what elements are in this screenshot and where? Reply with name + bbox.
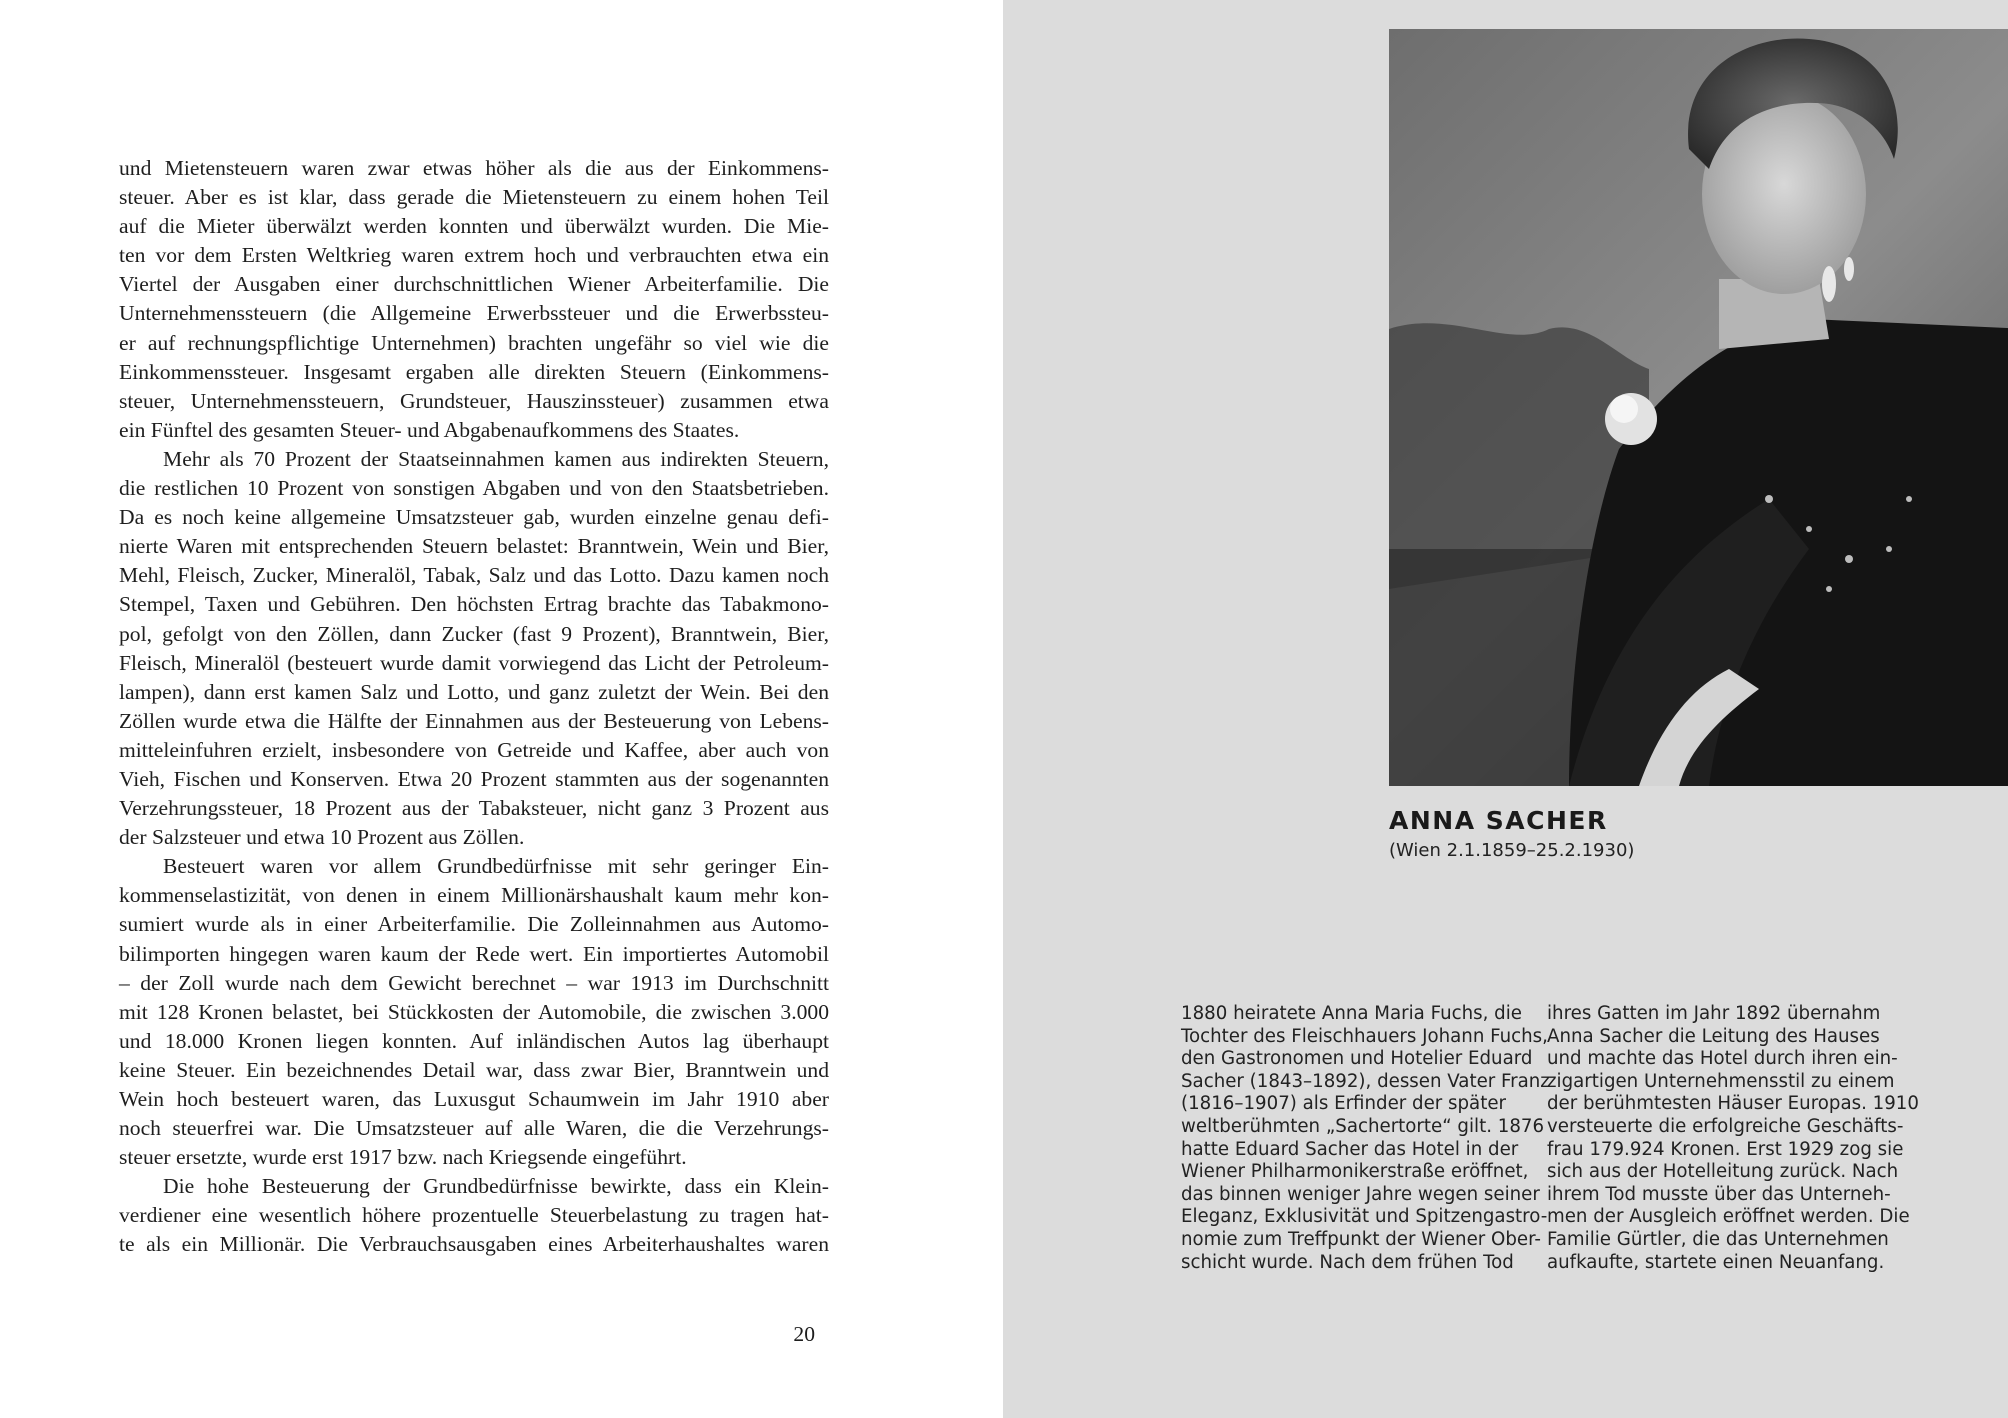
body-text-line: te als ein Millionär. Die Verbrauchsausgaben eines Arbeiterhaushaltes waren	[119, 1232, 829, 1257]
sidebar-text-line: und machte das Hotel durch ihren ein-	[1547, 1048, 1898, 1070]
body-text-line: bilimporten hingegen waren kaum der Rede wert. Ein importiertes Automobil	[119, 941, 829, 966]
sidebar-text-line: das binnen weniger Jahre wegen seiner	[1181, 1183, 1540, 1205]
sidebar-text-column-2	[1547, 1003, 1919, 1274]
body-text-line: Die hohe Besteuerung der Grundbedürfnisse bewirkte, dass ein Klein-	[163, 1174, 829, 1199]
sidebar-text-line: aufkaufte, startete einen Neuanfang.	[1547, 1251, 1885, 1273]
body-text-line: mit 128 Kronen belastet, bei Stückkosten der Automobile, die zwischen 3.000	[119, 999, 829, 1024]
body-text-line: Zöllen wurde etwa die Hälfte der Einnahmen aus der Besteuerung von Lebens-	[119, 708, 829, 733]
sidebar-text-line: men der Ausgleich eröffnet werden. Die	[1547, 1206, 1910, 1228]
body-text-line: nierte Waren mit entsprechenden Steuern belastet: Branntwein, Wein und Bier,	[119, 534, 829, 559]
page-number: 20	[793, 1322, 815, 1346]
body-text-line: ten vor dem Ersten Weltkrieg waren extrem hoch und verbrauchten etwa ein	[119, 243, 829, 268]
body-text-line: Da es noch keine allgemeine Umsatzsteuer gab, wurden einzelne genau defi-	[119, 505, 829, 530]
caption-name: ANNA SACHER	[1389, 806, 1608, 835]
sidebar-text-line: zigartigen Unternehmensstil zu einem	[1547, 1070, 1895, 1092]
sidebar-text-line: Sacher (1843–1892), dessen Vater Franz	[1181, 1070, 1550, 1092]
sidebar-text-line: Wiener Philharmonikerstraße eröffnet,	[1181, 1161, 1529, 1183]
body-text-line: – der Zoll wurde nach dem Gewicht berechnet – war 1913 im Durchschnitt	[119, 970, 829, 995]
body-text-line: Einkommenssteuer. Insgesamt ergaben alle direkten Steuern (Einkommens-	[119, 359, 829, 384]
body-text-line: mitteleinfuhren erzielt, insbesondere von Getreide und Kaffee, aber auch von	[119, 737, 829, 762]
body-text-line: Viertel der Ausgaben einer durchschnittlichen Wiener Arbeiterfamilie. Die	[119, 272, 829, 297]
body-text-line: steuer. Aber es ist klar, dass gerade die Mietensteuern zu einem hohen Teil	[119, 185, 829, 210]
body-text-line: Fleisch, Mineralöl (besteuert wurde damit vorwiegend das Licht der Petroleum-	[119, 650, 829, 675]
sidebar-text-line: (1816–1907) als Erfinder der später	[1181, 1093, 1506, 1115]
sidebar-text-line: der berühmtesten Häuser Europas. 1910	[1547, 1093, 1919, 1115]
sidebar-text-line: ihres Gatten im Jahr 1892 übernahm	[1547, 1003, 1881, 1024]
sidebar-text-line: 1880 heiratete Anna Maria Fuchs, die	[1181, 1003, 1522, 1024]
sidebar-text-line: den Gastronomen und Hotelier Eduard	[1181, 1048, 1533, 1070]
body-text-line: und Mietensteuern waren zwar etwas höher als die aus der Einkommens-	[119, 156, 829, 180]
left-page	[0, 0, 1003, 1418]
sidebar-text-line: weltberühmten „Sachertorte“ gilt. 1876	[1181, 1115, 1545, 1137]
portrait-photo	[1389, 29, 2008, 786]
body-text-line: verdiener eine wesentlich höhere prozentuelle Steuerbelastung zu tragen hat-	[119, 1203, 829, 1228]
sidebar-text-line: schicht wurde. Nach dem frühen Tod	[1181, 1251, 1514, 1273]
body-text-line: Vieh, Fischen und Konserven. Etwa 20 Prozent stammten aus der sogenannten	[119, 766, 829, 791]
sidebar-text-line: Tochter des Fleischhauers Johann Fuchs,	[1181, 1025, 1548, 1047]
sidebar-text-line: frau 179.924 Kronen. Erst 1929 zog sie	[1547, 1138, 1904, 1160]
body-text-line: der Salzsteuer und etwa 10 Prozent aus Zöllen.	[119, 825, 525, 850]
body-text-line: die restlichen 10 Prozent von sonstigen Abgaben und von den Staatsbetrieben.	[119, 476, 829, 501]
body-text	[119, 154, 829, 1260]
body-text-line: kommenselastizität, von denen in einem Millionärshaushalt kaum mehr kon-	[119, 883, 829, 908]
body-text-line: Besteuert waren vor allem Grundbedürfnisse mit sehr geringer Ein-	[163, 854, 829, 879]
body-text-line: noch steuerfrei war. Die Umsatzsteuer auf alle Waren, die die Verzehrungs-	[119, 1116, 829, 1141]
body-text-line: keine Steuer. Ein bezeichnendes Detail war, dass zwar Bier, Branntwein und	[119, 1057, 829, 1082]
body-text-line: Unternehmenssteuern (die Allgemeine Erwerbssteuer und die Erwerbssteu-	[119, 301, 829, 326]
sidebar-text-line: sich aus der Hotelleitung zurück. Nach	[1547, 1161, 1899, 1183]
body-text-line: sumiert wurde als in einer Arbeiterfamilie. Die Zolleinnahmen aus Automo-	[119, 912, 829, 937]
body-text-line: steuer ersetzte, wurde erst 1917 bzw. nach Kriegsende eingeführt.	[119, 1145, 687, 1170]
body-text-line: er auf rechnungspflichtige Unternehmen) brachten ungefähr so viel wie die	[119, 330, 829, 355]
body-text-line: steuer, Unternehmenssteuern, Grundsteuer, Hauszinssteuer) zusammen etwa	[119, 388, 829, 413]
body-text-line: Mehr als 70 Prozent der Staatseinnahmen kamen aus indirekten Steuern,	[163, 446, 829, 471]
caption-dates: (Wien 2.1.1859–25.2.1930)	[1389, 840, 1635, 861]
sidebar-text-line: ihrem Tod musste über das Unterneh-	[1547, 1183, 1891, 1205]
sidebar-text-line: Anna Sacher die Leitung des Hauses	[1547, 1025, 1880, 1047]
body-text-line: Stempel, Taxen und Gebühren. Den höchsten Ertrag brachte das Tabakmono-	[119, 592, 829, 617]
body-text-line: Verzehrungssteuer, 18 Prozent aus der Tabaksteuer, nicht ganz 3 Prozent aus	[119, 796, 829, 821]
body-text-line: Mehl, Fleisch, Zucker, Mineralöl, Tabak, Salz und das Lotto. Dazu kamen noch	[119, 563, 829, 588]
body-text-line: lampen), dann erst kamen Salz und Lotto, und ganz zuletzt der Wein. Bei den	[119, 679, 829, 704]
body-text-line: Wein hoch besteuert waren, das Luxusgut Schaumwein im Jahr 1910 aber	[119, 1087, 829, 1111]
sidebar-text-line: versteuerte die erfolgreiche Geschäfts-	[1547, 1115, 1904, 1137]
body-text-line: ein Fünftel des gesamten Steuer- und Abgabenaufkommens des Staates.	[119, 417, 740, 442]
sidebar-text-line: hatte Eduard Sacher das Hotel in der	[1181, 1138, 1519, 1160]
sidebar-text-column-1	[1181, 1003, 1550, 1274]
sidebar-text-line: Familie Gürtler, die das Unternehmen	[1547, 1228, 1889, 1250]
body-text-line: pol, gefolgt von den Zöllen, dann Zucker (fast 9 Prozent), Branntwein, Bier,	[119, 621, 829, 646]
sidebar-text-line: Eleganz, Exklusivität und Spitzengastro-	[1181, 1206, 1548, 1228]
sidebar-text-line: nomie zum Treffpunkt der Wiener Ober-	[1181, 1228, 1541, 1250]
body-text-line: auf die Mieter überwälzt werden konnten und überwälzt wurden. Die Mie-	[119, 214, 829, 239]
body-text-line: und 18.000 Kronen liegen konnten. Auf inländischen Autos lag überhaupt	[119, 1028, 829, 1053]
